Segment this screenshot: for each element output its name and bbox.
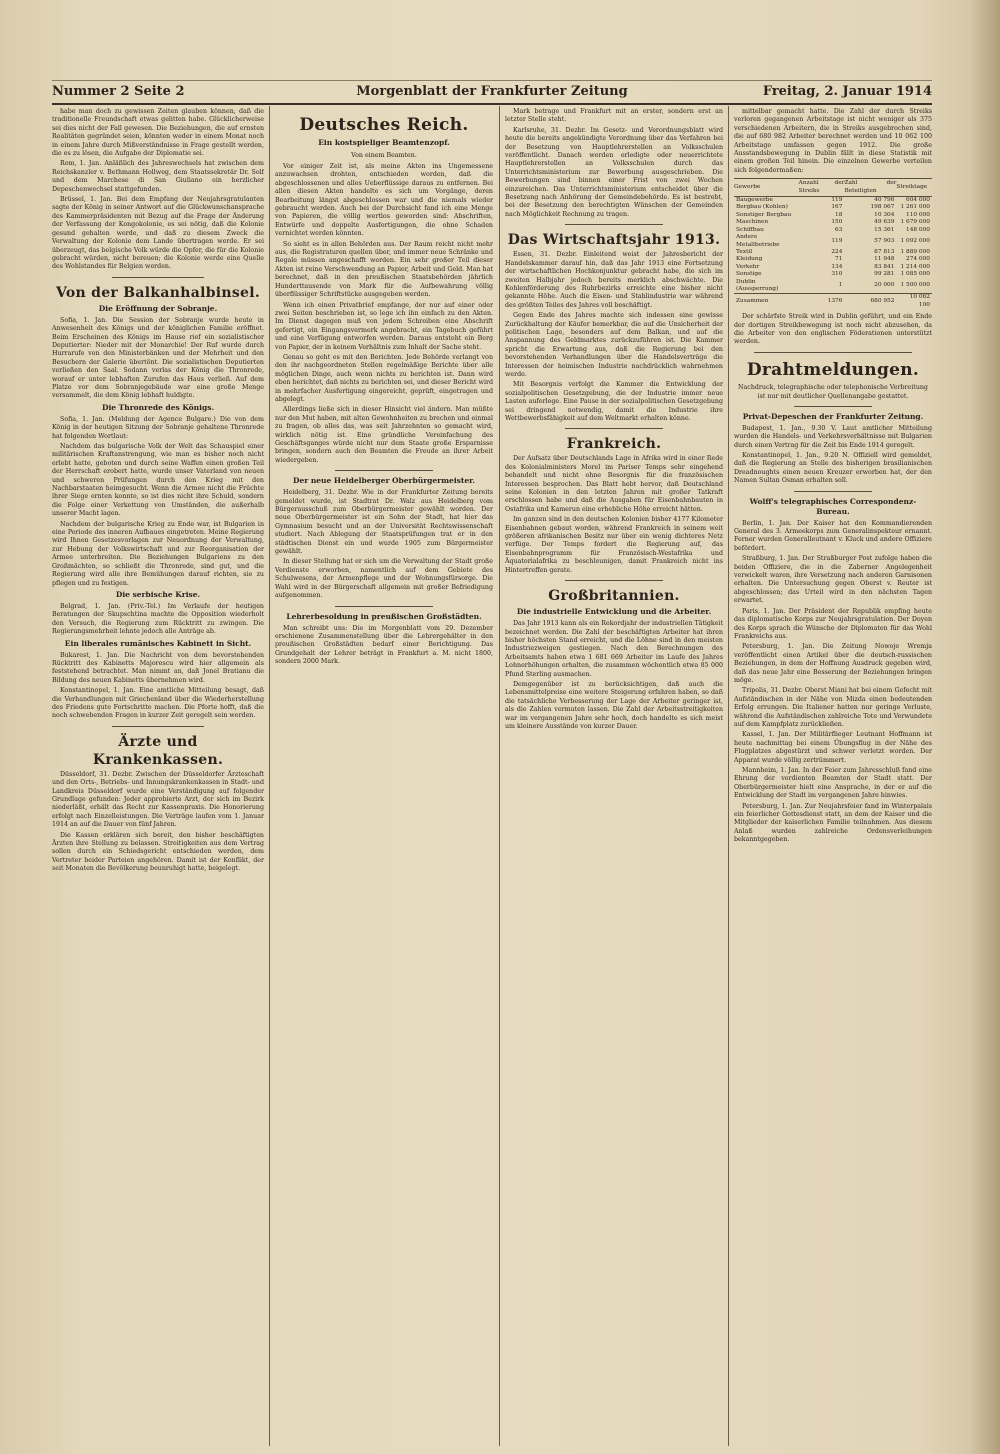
section-title-grossbritannien: Großbritannien. (548, 588, 680, 605)
table-cell: 1 261 000 (900, 204, 930, 211)
table-cell: 15 361 (874, 226, 895, 233)
section-title-frankreich: Frankreich. (566, 436, 662, 453)
table-cell: Dublin (Aussperrung) (736, 278, 779, 292)
section-subtitle-privat: Privat-Depeschen der Frankfurter Zeitung. (742, 411, 924, 421)
table-body (734, 197, 932, 310)
table-cell: 1 (838, 282, 843, 289)
table-cell: Bergbau (Kohlen) (736, 204, 788, 211)
table-cell: Zusammen (734, 294, 799, 309)
article-paragraph: Nachdem der bulgarische Krieg zu Ende war, ist Bulgarien in eine Periode des inneren Aufbaues eingetreten. Meine Regierung wird Ihnen Gesetzesvorlagen zur Neuordnung der Verwaltung, zur Hebung der Volkswirtschaft und zur Reorganisation der Armee unterbreiten. Die Beziehungen Bulgariens zu den Großmächten, so schließt die Thronrede, sind gut, und die Regierung wird alle ihre Bemühungen darauf richten, sie zu pflegen und zu festigen. (52, 520, 264, 587)
article-heading-lehrer: Lehrerbesoldung in preußischen Großstädten. (286, 611, 482, 621)
article-paragraph: Demgegenüber ist zu berücksichtigen, daß auch die Lebensmittelpreise eine weitere Steigerung erfahren haben, so daß die tatsächliche Verbesserung der Lage der Arbeiter geringer ist, als die Zahlen vermuten lassen. Die Zahl der Arbeitsstreitigkeiten war im vergangenen Jahre sehr hoch, doch handelte es sich meist um kleinere Ausstände von kurzer Dauer. (505, 680, 723, 730)
table-cell: 83 841 (874, 263, 895, 270)
table-cell: 1 500 000 (900, 282, 930, 289)
separator (794, 491, 872, 492)
section-title-deutsches-reich: Deutsches Reich. (299, 115, 469, 135)
strike-statistics-table (734, 178, 932, 309)
table-header-cell: Streiktage (896, 179, 932, 197)
column-divider (728, 106, 729, 1446)
table-row (734, 264, 932, 271)
table-cell: 1 679 000 (900, 219, 930, 226)
table-cell: 150 (831, 219, 843, 226)
table-cell: 198 067 (870, 204, 895, 211)
table-cell: Schiffbau (736, 226, 764, 233)
masthead (52, 84, 932, 102)
article-paragraph: Vor einiger Zeit ist, als meine Akten ins Ungemessene anzuwachsen drohten, entschieden worden, daß die abgeschlossenen und alles Ueberflüssige daraus zu entfernen. Bei allen diesen Akten handelte es sich um Vorgänge, deren Bearbeitung längst abgeschlossen war und die niemals wieder gebraucht werden. Auch bei der Durchsicht fand ich eine Menge von Papieren, die völlig wertlos geworden sind: Abschriften, Entwürfe und doppelte Ausfertigungen, die ohne Schaden vernichtet werden könnten. (275, 163, 493, 238)
section-title-balkan: Von der Balkanhalbinsel. (55, 284, 261, 301)
table-row (734, 212, 932, 219)
article-paragraph: Mark betrage und Frankfurt mit an erster, sondern erst an letzter Stelle steht. (505, 108, 723, 124)
table-row (734, 227, 932, 234)
article-paragraph: Bukarest, 1. Jan. Die Nachricht von dem bevorstehenden Rücktritt des Kabinetts Majorescu wird hier allgemein als feststehend betrachtet. Man nimmt an, daß Jonel Bratianu die Bildung des neuen Kabinetts übernehmen wird. (52, 651, 264, 684)
page-fold-shadow (970, 0, 1000, 1454)
article-paragraph: Mit Besorgnis verfolgt die Kammer die Entwicklung der sozialpolitischen Gesetzgebung, die der Industrie immer neue Lasten auferlege. Eine Pause in der sozialpolitischen Gesetzgebung sei dringend notwendig, damit die Industrie ihre Wettbewerbsfähigkeit auf dem Weltmarkt erhalten könne. (505, 381, 723, 422)
article-paragraph: mittelbar gemacht hatte. Die Zahl der durch Streiks verloren gegangenen Arbeitstage ist nicht weniger als 375 verschiedenen Arbeitern, die in Streiks ausgebrochen sind, die auf 680 982 Arbeiter berechnet werden und 10 062 100 Arbeitstage umfassen gegen 1912. Die große Ausstandsbewegung in Dublin fällt in diese Statistik mit einem großen Teil hinein. Die einzelnen Gewerbe verteilen sich folgendermaßen: (734, 108, 932, 174)
article-paragraph: Sofia, 1. Jan. (Meldung der Agence Bulgare.) Die von dem König in der heutigen Sitzung der Sobranje gehaltene Thronrede hat folgenden Wortlaut: (52, 415, 264, 440)
table-cell: 99 281 (874, 271, 895, 278)
article-paragraph: Wenn ich einen Privatbrief empfange, der nur auf einer oder zwei Seiten beschrieben ist, so lege ich ihn einfach zu den Akten. Im Dienst dagegen muß von jedem Schreiben eine Abschrift gefertigt, ein Eingangsvermerk angebracht, ein Tagebuch geführt und eine Verfügung entworfen werden. Daraus entsteht ein Berg von Papier, der in keinem Verhältnis zum Inhalt der Sache steht. (275, 301, 493, 351)
article-paragraph: Karlsruhe, 31. Dezbr. Im Gesetz- und Verordnungsblatt wird heute die bereits angekündigte Verordnung über das Verfahren bei der Besetzung von Hauptlehrerstellen an Volksschulen veröffentlicht. Danach werden erledigte oder neuerrichtete Hauptlehrerstellen an Volksschulen durch das Unterrichtsministerium zur Bewerbung ausgeschrieben. Die Bewerbungen sind binnen einer Frist von zwei Wochen einzureichen. Das Unterrichtsministerium entscheidet über die Besetzung nach Anhörung der Gemeindebehörde. Es ist bestrebt, bei der Besetzung den berechtigten Wünschen der Gemeinden nach Möglichkeit Rechnung zu tragen. (505, 126, 723, 218)
article-paragraph: Genau so geht es mit den Berichten. Jede Behörde verlangt von den ihr nachgeordneten Stellen regelmäßige Berichte über alle möglichen Dinge, auch wenn nichts zu berichten ist. Dann wird eben berichtet, daß nichts zu berichten sei, und dieser Bericht wird in mehrfacher Ausfertigung eingereicht, geprüft, eingetragen und abgelegt. (275, 353, 493, 403)
table-row (734, 204, 932, 211)
table-row (734, 256, 932, 263)
table-cell: Kleidung (736, 256, 763, 263)
table-cell: 1 092 000 (900, 237, 930, 244)
table-cell: 119 (831, 237, 843, 244)
table-cell: 10 304 (874, 211, 895, 218)
table-cell: 1 889 000 (900, 248, 930, 255)
table-cell: 110 000 (906, 211, 930, 218)
article-paragraph: Essen, 31. Dezbr. Einleitend weist der Jahresbericht der Handelskammer darauf hin, daß das Jahr 1913 eine Fortsetzung der wirtschaftlichen Hochkonjunktur gebracht habe, die sich im zweiten Halbjahr jedoch bereits merklich abschwächte. Die Kohlenförderung des Ruhrbezirks erreichte eine bisher nicht gekannte Höhe. Auch die Eisen- und Stahlindustrie war während des größten Teiles des Jahres voll beschäftigt. (505, 251, 723, 309)
article-paragraph: Die Kassen erklären sich bereit, den bisher beschäftigten Ärzten ihre Stellung zu belassen. Streitigkeiten aus dem Vertrag sollen durch ein Schiedsgericht entschieden werden, dem Vertreter beider Parteien angehören. Damit ist der Konflikt, der seit Monaten die Bevölkerung beunruhigt hatte, beigelegt. (52, 831, 264, 873)
table-header-cell: Anzahl der Streiks (799, 179, 845, 197)
table-cell: 224 (831, 248, 843, 255)
table-cell: Andere Metallbetriebe (736, 234, 780, 248)
table-header-cell: Gewerbe (734, 179, 799, 197)
section-title-wirtschaftsjahr: Das Wirtschaftsjahr 1913. (507, 232, 721, 249)
article-paragraph: Der schärfste Streik wird in Dublin geführt, und ein Ende der dortigen Streikbewegung ist noch nicht abzusehen, da die Arbeiter von den englischen Föderationen unterstützt werden. (734, 313, 932, 346)
separator (335, 470, 433, 471)
section-subtitle: Ein kostspieliger Beamtenzopf. (318, 138, 450, 147)
masthead-rule (52, 103, 932, 105)
table-cell: 49 639 (874, 219, 895, 226)
section-subtitle: Die industrielle Entwicklung und die Arbeiter. (516, 607, 712, 617)
article-subheading: Die Thronrede des Königs. (101, 402, 215, 412)
page-number: Nummer 2 Seite 2 (52, 84, 185, 99)
article-paragraph: Paris, 1. Jan. Der Präsident der Republik empfing heute das diplomatische Korps zur Neujahrsgratulation. Der Doyen des Korps sprach die Wünsche der Diplomaten für das Wohl Frankreichs aus. (734, 607, 932, 640)
article-paragraph: Rom, 1. Jan. Anläßlich des Jahreswechsels hat zwischen dem Reichskanzler v. Bethmann Hollweg, dem Staatssekretär Dr. Solf und dem Marchese di San Giuliano ein herzlicher Depeschenwechsel stattgefunden. (52, 160, 264, 193)
table-cell: 310 (831, 271, 843, 278)
article-paragraph: Petersburg, 1. Jan. Die Zeitung Nowoje Wremja veröffentlicht einen Artikel über die deutsch-russischen Beziehungen, in dem der Hoffnung Ausdruck gegeben wird, daß das neue Jahr eine Besserung der Beziehungen bringen möge. (734, 643, 932, 684)
table-row (734, 249, 932, 256)
table-cell: 680 952 (844, 294, 896, 309)
table-row (734, 219, 932, 226)
table-cell: Baugewerbe (736, 197, 773, 204)
column-1 (52, 108, 264, 1443)
table-cell: 1376 (799, 294, 845, 309)
table-cell: Sonstige (736, 271, 762, 278)
separator (794, 406, 872, 407)
separator (565, 428, 663, 429)
column-3 (505, 108, 723, 1443)
article-paragraph: Gegen Ende des Jahres machte sich indessen eine gewisse Zurückhaltung der Käufer bemerkbar, die auf die Unsicherheit der politischen Lage, besonders auf dem Balkan, und auf die Anspannung des Geldmarktes zurückzuführen ist. Die Kammer spricht die Erwartung aus, daß die Regierung bei den bevorstehenden Verhandlungen über die Handelsverträge die Interessen der heimischen Industrie nachdrücklich wahrnehmen werde. (505, 312, 723, 378)
section-title-aerzte: Ärzte und Krankenkassen. (92, 733, 224, 768)
article-paragraph: In dieser Stellung hat er sich um die Verwaltung der Stadt große Verdienste erworben, namentlich auf dem Gebiete des Schulwesens, der Armenpflege und der Wohnungsfürsorge. Die Wahl wird in der Bürgerschaft allgemein mit großer Befriedigung aufgenommen. (275, 558, 493, 600)
article-paragraph: Düsseldorf, 31. Dezbr. Zwischen der Düsseldorfer Ärzteschaft und den Orts-, Betriebs- und Innungskrankenkassen in Stadt- und Landkreis Düsseldorf wurde eine Verständigung auf folgender Grundlage gefunden: Jeder approbierte Arzt, der sich im Bezirk niederläßt, erhält das Recht zur Kassenpraxis. Die Honorierung erfolgt nach Einzelleistungen. Die Verträge laufen vom 1. Januar 1914 an auf die Dauer von fünf Jahren. (52, 770, 264, 829)
article-paragraph: habe man doch zu gewissen Zeiten glauben können, daß die traditionelle Freundschaft etwas gelitten habe. Glücklicherweise sei dies nicht der Fall gewesen. Die Beziehungen, die auf ernsten Realitäten gegründet seien, könnten weder in einem Monat noch in einem Jahre durch Mißverständnisse in Frage gestellt werden, die es zu lösen, die Aufgabe der Diplomatie sei. (52, 108, 264, 158)
issue-date: Freitag, 2. Januar 1914 (762, 84, 932, 99)
article-paragraph: Berlin, 1. Jan. Der Kaiser hat den Kommandierenden General des 3. Armeekorps zum Generalinspekteur ernannt. Ferner wurden Generalleutnant v. Kluck und andere Offiziere befördert. (734, 519, 932, 552)
table-cell: 71 (835, 256, 843, 263)
article-paragraph: Der Aufsatz über Deutschlands Lage in Afrika wird in einer Rede des Kolonialministers Morel im Pariser Temps sehr eingehend behandelt und nicht ohne Besorgnis für die französischen Interessen besprochen. Das Blatt hebt hervor, daß Deutschland seine Kolonien in den letzten Jahren mit großer Tatkraft erschlossen habe und daß die Ausgaben für Eisenbahnbauten in Ostafrika und Kamerun eine erhebliche Höhe erreicht hätten. (505, 455, 723, 513)
article-paragraph: Mannheim, 1. Jan. In der Feier zum Jahresschluß fand eine Ehrung der verdienten Beamten der Stadt statt. Der Oberbürgermeister hielt eine Ansprache, in der er auf die Entwicklung der Stadt im vergangenen Jahre hinwies. (734, 767, 932, 800)
section-title-drahtmeldungen: Drahtmeldungen. (746, 359, 920, 380)
table-cell: 20 000 (874, 282, 895, 289)
article-paragraph: Allerdings ließe sich in dieser Hinsicht viel ändern. Man müßte nur den Mut haben, mit alten Gewohnheiten zu brechen und einmal zu fragen, ob alles das, was seit Jahrzehnten so gemacht wird, wirklich nötig ist. Eine gründliche Vereinfachung des Geschäftsganges würde nicht nur dem Staate große Ersparnisse bringen, sondern auch den Beamten die Freude an ihrer Arbeit wiedergeben. (275, 406, 493, 464)
section-subtitle: Die Eröffnung der Sobranje. (98, 303, 218, 313)
separator (754, 352, 912, 353)
article-paragraph: Brüssel, 1. Jan. Bei dem Empfang der Neujahrsgratulanten sagte der König in seiner Antwort auf die Glückwunschansprache des Kammerpräsidenten mit Bezug auf die Frage der Änderung der Verfassung der Kongokolonie, es sei nötig, daß die Kolonie gesund gehalten werde, und daß zu diesem Zweck die Verwaltung der Kolonie dem Lande übertragen werde. Er sei überzeugt, das belgische Volk würde die Opfer, die für die Kolonie gebracht würden, nicht bereuen; die Kolonie werde eine Quelle des Wohlstandes für Belgien werden. (52, 196, 264, 271)
table-cell: 40 796 (874, 197, 895, 204)
separator (112, 726, 204, 727)
reprint-notice: Nachdruck, telegraphische oder telephonische Verbreitung ist nur mit deutlicher Quellenangabe gestattet. (738, 383, 928, 400)
article-paragraph: Straßburg, 1. Jan. Der Straßburger Post zufolge haben die beiden Offiziere, die in die Zaberner Angelegenheit verwickelt waren, ihre Versetzung nach anderen Garnisonen erhalten. Die Untersuchung gegen Oberst v. Reuter ist abgeschlossen; das Urteil wird in den nächsten Tagen erwartet. (734, 555, 932, 605)
table-cell: 18 (835, 211, 843, 218)
table-row (734, 271, 932, 278)
article-paragraph: Konstantinopel, 1. Jan., 9.20 N. Offiziell wird gemeldet, daß die Regierung an Stelle des bisherigen brasilianischen Dreadnoughts einen neuen Kreuzer erworben hat, der den Namen Sultan Osman erhalten soll. (734, 452, 932, 485)
article-paragraph: Belgrad, 1. Jan. (Priv.-Tel.) Im Verlaufe der heutigen Beratungen der Skupschtina machte die Opposition wiederholt den Versuch, die Regierung zum Rücktritt zu zwingen. Die Regierungsmehrheit lehnte jedoch alle Anträge ab. (52, 602, 264, 636)
article-paragraph: Man schreibt uns: Die im Morgenblatt vom 29. Dezember erschienene Zusammenstellung über die Lehrergehälter in den preußischen Großstädten bedarf einer Berichtigung. Das Grundgehalt der Lehrer beträgt in Frankfurt a. M. nicht 1800, sondern 2000 Mark. (275, 624, 493, 666)
table-cell: 148 000 (906, 226, 930, 233)
separator (112, 277, 204, 278)
newspaper-title: Morgenblatt der Frankfurter Zeitung (356, 84, 628, 99)
article-paragraph: Kassel, 1. Jan. Der Militärflieger Leutnant Hoffmann ist heute nachmittag bei einem Übungsflug in der Nähe des Flugplatzes abgestürzt und schwer verletzt worden. Der Apparat wurde völlig zertrümmert. (734, 731, 932, 764)
table-cell: 1 085 000 (900, 271, 930, 278)
byline: Von einem Beamten. (351, 152, 417, 159)
table-cell: 274 000 (906, 256, 930, 263)
article-paragraph: Nachdem das bulgarische Volk der Welt das Schauspiel einer militärischen Kraftanstrengung, wie man es bisher noch nicht erlebt hatte, geboten und durch seine Waffen einen großen Teil der Herrschaft erobert hatte, wurde unser Vaterland von neuen und schweren Prüfungen durch den Krieg mit den Nachbarstaaten heimgesucht. Wenn die Armee nicht die Früchte ihrer Siege ernten konnte, so ist dies nicht ihre Schuld, sondern die Folge einer Verkettung von Umständen, die außerhalb unserer Macht lagen. (52, 443, 264, 518)
table-cell: 604 000 (906, 197, 930, 204)
masthead-rule-upper (52, 80, 932, 81)
table-cell: 87 813 (874, 248, 895, 255)
article-paragraph: Budapest, 1. Jan., 9.30 V. Laut amtlicher Mitteilung wurden die Handels- und Verkehrsverhältnisse mit Bulgarien durch einen Vertrag für die Zeit bis Ende 1914 geregelt. (734, 424, 932, 449)
article-paragraph: Tripolis, 31. Dezbr. Oberst Miani hat bei einem Gefecht mit Aufständischen in der Nähe von Mizda einen bedeutenden Erfolg errungen. Die Italiener hatten nur geringe Verluste, während die Aufständischen zahlreiche Tote und Verwundete auf dem Kampfplatz zurückließen. (734, 687, 932, 728)
section-subtitle-wolff: Wolff's telegraphisches Correspondenz-Bureau. (749, 496, 917, 516)
article-paragraph: Petersburg, 1. Jan. Zur Neujahrsfeier fand im Winterpalais ein feierlicher Gottesdienst statt, an dem der Kaiser und die Mitglieder der kaiserlichen Familie teilnahmen. Aus diesem Anlaß wurden zahlreiche Ordensverleihungen bekanntgegeben. (734, 802, 932, 844)
article-subheading: Ein liberales rumänisches Kabinett in Sicht. (64, 638, 252, 648)
article-paragraph: Sofia, 1. Jan. Die Session der Sobranje wurde heute in Anwesenheit des Königs und der königlichen Familie eröffnet. Beim Erscheinen des Königs im Hause rief ein sozialistischer Deputierter: Nieder mit der Monarchie! Der Ruf wurde durch Hurrarufe von den Ministerbänken und der Mehrheit und den Besuchern der Galerie übertönt. Die sozialistischen Deputierten verließen den Saal. Sodann verlas der König die Thronrede, worauf er unter lebhaften Zurufen das Haus verließ. Auf dem Platze vor dem Sobranjegebäude war eine große Menge versammelt, die dem König lebhaft huldigte. (52, 316, 264, 400)
column-divider (499, 106, 500, 1446)
table-header-row (734, 179, 932, 197)
table-cell: 167 (831, 204, 843, 211)
article-paragraph: Konstantinopel, 1. Jan. Eine amtliche Mitteilung besagt, daß die Verhandlungen mit Griechenland über die Wiederherstellung des Friedens gute Fortschritte machen. Die Pforte hofft, daß die noch schwebenden Fragen in kurzer Zeit geregelt sein werden. (52, 687, 264, 720)
table-cell: 1 214 000 (900, 263, 930, 270)
table-cell: Textil (736, 248, 753, 255)
table-cell: Sonstiger Bergbau (736, 211, 792, 218)
table-cell: 11 948 (874, 256, 895, 263)
table-cell: 10 062 100 (896, 294, 932, 309)
separator (335, 606, 433, 607)
separator (565, 224, 663, 225)
column-divider (269, 106, 270, 1446)
article-subheading: Die serbische Krise. (115, 589, 201, 599)
table-cell: 57 903 (874, 237, 895, 244)
table-row (734, 234, 932, 249)
table-cell: 63 (835, 226, 843, 233)
separator (565, 580, 663, 581)
table-cell: 119 (831, 197, 843, 204)
article-paragraph: So sieht es in allen Behörden aus. Der Raum reicht nicht mehr aus, die Registraturen quellen über, und immer neue Schränke und Regale müssen angeschafft werden. Ein sehr großer Teil dieser Akten ist reine Verschwendung an Papier, Arbeit und Geld. Man hat berechnet, daß in den preußischen Staatsbehörden jährlich Hunderttausende von Mark für die Aufbewahrung völlig überflüssiger Schriftstücke ausgegeben werden. (275, 240, 493, 299)
column-4 (734, 108, 932, 1443)
table-cell: Maschinen (736, 219, 769, 226)
article-paragraph: Das Jahr 1913 kann als ein Rekordjahr der industriellen Tätigkeit bezeichnet werden. Die Zahl der beschäftigten Arbeiter hat ihren bisher höchsten Stand erreicht, und die Löhne sind in den meisten Industriezweigen gestiegen. Nach den Berechnungen des Arbeitsamts haben etwa 1 681 669 Arbeiter im Laufe des Jahres Lohnerhöhungen erhalten, die zusammen wöchentlich etwa 85 000 Pfund Sterling ausmachen. (505, 620, 723, 678)
table-cell: Verkehr (736, 263, 760, 270)
table-cell: 134 (831, 263, 843, 270)
table-header-cell: Zahl der Beteiligten (844, 179, 896, 197)
article-paragraph: Im ganzen sind in den deutschen Kolonien bisher 4177 Kilometer Eisenbahnen gebaut worden, während Frankreich in seinem weit größeren afrikanischen Besitz nur über ein wenig dichteres Netz verfüge. Der Temps fordert die Regierung auf, das Eisenbahnprogramm für Französisch-Westafrika und Äquatorialafrika zu beschleunigen, damit Frankreich nicht ins Hintertreffen gerate. (505, 516, 723, 574)
article-paragraph: Heidelberg, 31. Dezbr. Wie in der Frankfurter Zeitung bereits gemeldet wurde, ist Stadtrat Dr. Walz aus Heidelberg vom Bürgerausschuß zum Oberbürgermeister gewählt worden. Der neue Oberbürgermeister ist ein Sohn der Stadt, hat hier das Gymnasium besucht und an der Universität Rechtswissenschaft studiert. Nach Ablegung der Staatsprüfungen trat er in den städtischen Dienst ein und wurde 1905 zum Bürgermeister gewählt. (275, 489, 493, 556)
article-heading-heidelberg: Der neue Heidelberger Oberbürgermeister. (292, 476, 476, 486)
column-2 (275, 108, 493, 1443)
table-row (734, 279, 932, 294)
table-total-row (734, 294, 932, 309)
